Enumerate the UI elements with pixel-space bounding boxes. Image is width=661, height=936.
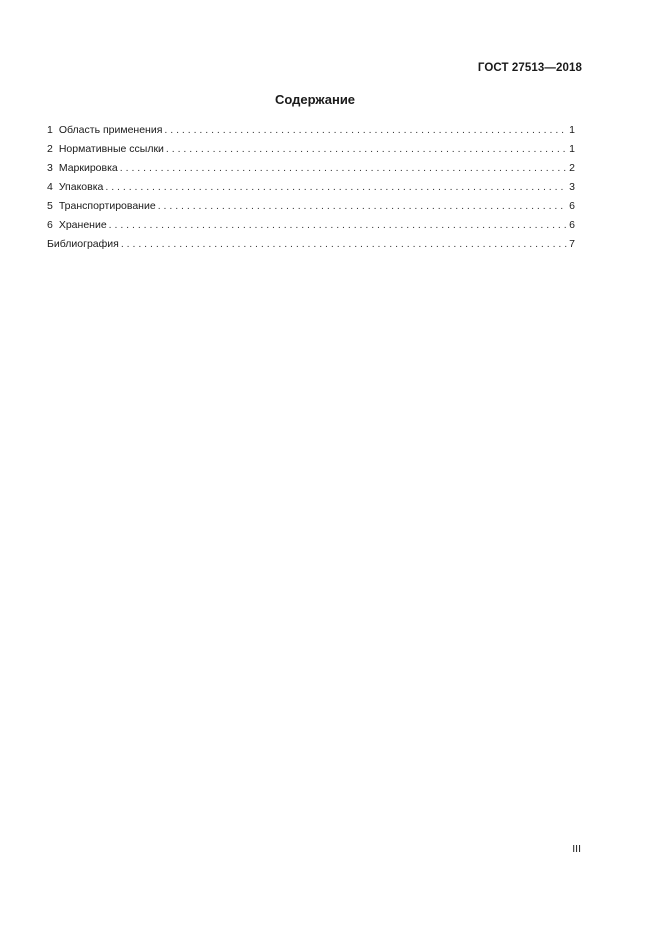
toc-entry-storage[interactable]: [47, 219, 575, 238]
toc-dot-leader: [166, 143, 567, 155]
toc-entry-number: 6: [47, 219, 53, 231]
toc-entry-label: Нормативные ссылки: [58, 143, 164, 155]
toc-entry-normative-references[interactable]: [47, 143, 575, 162]
toc-dot-leader: [121, 238, 567, 250]
toc-entry-page: 7: [569, 238, 575, 250]
toc-entry-label: Библиография: [47, 238, 119, 250]
toc-entry-page: 1: [569, 124, 575, 136]
toc-entry-label: Транспортирование: [58, 200, 156, 212]
toc-dot-leader: [164, 124, 567, 136]
page-number: III: [572, 843, 581, 855]
toc-entry-page: 1: [569, 143, 575, 155]
toc-entry-page: 6: [569, 219, 575, 231]
toc-entry-marking[interactable]: [47, 162, 575, 181]
toc-title: Содержание: [274, 92, 356, 107]
document-code: ГОСТ 27513—2018: [477, 62, 582, 74]
toc-entry-label: Область применения: [58, 124, 163, 136]
toc-entry-number: 2: [47, 143, 53, 155]
toc-entry-scope[interactable]: [47, 124, 575, 143]
toc-entry-page: 3: [569, 181, 575, 193]
toc-entry-page: 2: [569, 162, 575, 174]
toc-entry-label: Хранение: [58, 219, 107, 231]
toc-entry-number: 1: [47, 124, 53, 136]
toc-entry-bibliography[interactable]: [47, 238, 575, 257]
toc-entry-number: 3: [47, 162, 53, 174]
toc-entry-transportation[interactable]: [47, 200, 575, 219]
toc-dot-leader: [109, 219, 567, 231]
toc-dot-leader: [105, 181, 567, 193]
toc-entry-number: 4: [47, 181, 53, 193]
toc-entry-page: 6: [569, 200, 575, 212]
toc-entry-number: 5: [47, 200, 53, 212]
table-of-contents: [47, 124, 575, 257]
toc-dot-leader: [120, 162, 567, 174]
toc-entry-label: Упаковка: [58, 181, 104, 193]
toc-dot-leader: [158, 200, 567, 212]
toc-entry-label: Маркировка: [58, 162, 118, 174]
toc-entry-packaging[interactable]: [47, 181, 575, 200]
